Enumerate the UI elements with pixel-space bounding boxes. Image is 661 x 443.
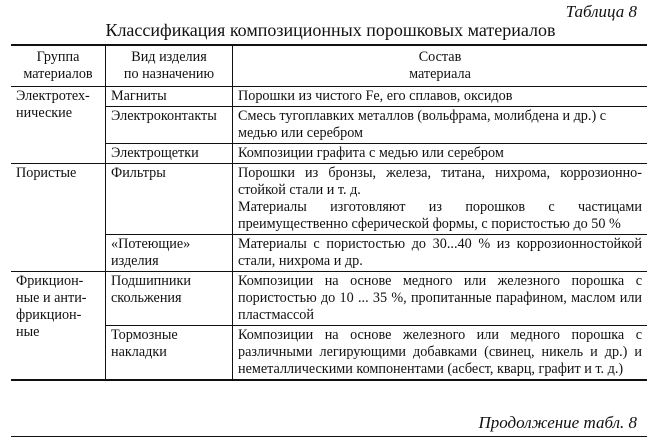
header-group-line2: материалов [23,66,93,82]
header-composition [233,45,648,87]
composition-cell [233,235,648,272]
table-row [11,107,647,144]
composition-cell [233,326,648,381]
composition-text: Порошки из чистого Fe, его сплавов, оксидов [238,88,513,104]
group-name: Фрикцион-ные и анти-фрикцион-ные [16,273,87,340]
header-kind [106,45,233,87]
composition-cell [233,164,648,235]
composition-cell [233,272,648,326]
group-friction [11,272,106,381]
group-name: Пористые [16,165,77,181]
kind-cell: Тормозные накладки [106,326,233,381]
composition-text: Материалы изготовляют из порошков с частицами преимущественно сферической формы, с пористостью до 50 % [238,199,642,232]
header-group [11,45,106,87]
table-row [11,144,647,164]
group-electrotechnical [11,87,106,164]
table-row [11,272,647,326]
group-porous [11,164,106,272]
table-number: Таблица 8 [565,2,637,21]
header-row [11,45,647,87]
materials-table [11,44,647,381]
composition-text: Композиции на основе медного или железного порошка с пористостью до 10 ... 35 %, пропитанные парафином, маслом или пластмассой [238,273,642,323]
composition-text: Смесь тугоплавких металлов (вольфрама, молибдена и др.) с медью или серебром [238,108,607,141]
kind-cell: Подшипники скольжения [106,272,233,326]
header-composition-line1: Состав [418,49,462,65]
table-row [11,326,647,381]
bottom-rule [11,436,647,437]
header-kind-line2: по назначению [123,66,215,82]
header-group-line1: Группа [36,49,80,65]
group-name: Электротех-нические [16,88,90,121]
header-composition-line2: материала [409,66,471,82]
header-kind-line1: Вид изделия [131,49,207,65]
table-row [11,235,647,272]
composition-text: Порошки из бронзы, железа, титана, нихрома, коррозионно-стойкой стали и т. д. [238,165,642,198]
kind-cell: Фильтры [106,164,233,235]
composition-cell [233,87,648,107]
composition-text: Композиции графита с медью или серебром [238,145,504,161]
table-title: Классификация композиционных порошковых материалов [105,20,556,40]
kind-cell: «Потеющие» изделия [106,235,233,272]
kind-cell: Электрощетки [106,144,233,164]
table-row [11,87,647,107]
composition-cell [233,144,648,164]
composition-text: Материалы с пористостью до 30...40 % из коррозионностойкой стали, нихрома и др. [238,236,642,269]
continuation-note: Продолжение табл. 8 [478,413,637,432]
composition-text: Композиции на основе железного или медного порошка с различными легирующими добавками (свинец, никель и др.) и неметаллическими компонентами (асбест, кварц, графит и т. д.) [238,327,642,377]
kind-cell: Электроконтакты [106,107,233,144]
composition-cell [233,107,648,144]
kind-cell: Магниты [106,87,233,107]
table-row [11,164,647,235]
